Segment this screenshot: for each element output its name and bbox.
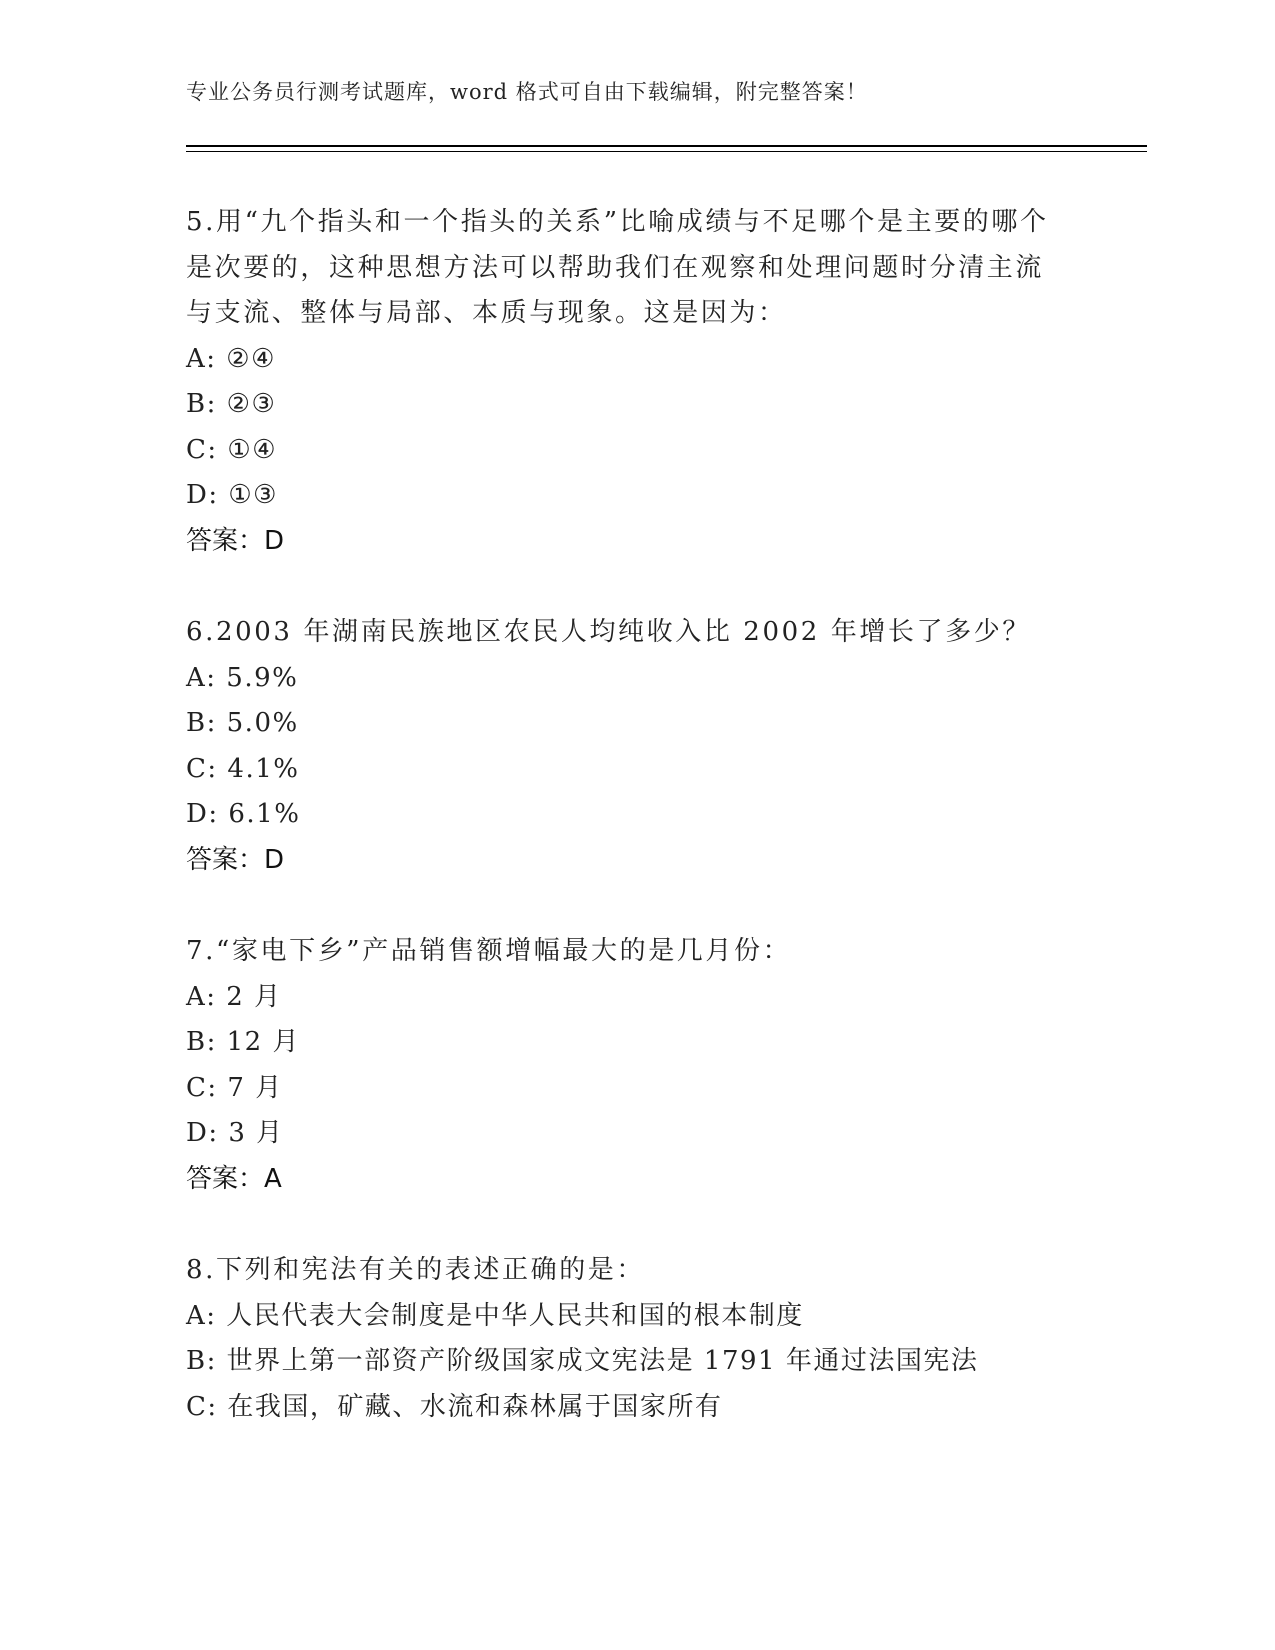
page-header: 专业公务员行测考试题库，word 格式可自由下载编辑，附完整答案！ <box>186 80 868 104</box>
question-list <box>186 200 1086 1476</box>
option-c: C: 在我国，矿藏、水流和森林属于国家所有 <box>186 1391 723 1422</box>
question-stem: 8.下列和宪法有关的表述正确的是： <box>186 1255 646 1285</box>
answer: 答案：A <box>186 1163 282 1194</box>
question-stem: 7.“家电下乡”产品销售额增幅最大的是几月份： <box>186 936 792 966</box>
option-c: C: 4.1% <box>186 753 300 784</box>
option-a: A: 人民代表大会制度是中华人民共和国的根本制度 <box>186 1300 804 1331</box>
answer: 答案：D <box>186 525 285 556</box>
option-d: D: 3 月 <box>186 1118 284 1148</box>
option-d: D: 6.1% <box>186 799 301 829</box>
option-b: B: 12 月 <box>186 1027 300 1057</box>
question-8 <box>186 1248 1086 1430</box>
question-stem: 5.用“九个指头和一个指头的关系”比喻成绩与不足哪个是主要的哪个是次要的，这种思想方法可以帮助我们在观察和处理问题时分清主流与支流、整体与局部、本质与现象。这是因为： <box>186 207 1049 328</box>
option-c: C: ①④ <box>186 434 278 465</box>
option-b: B: 世界上第一部资产阶级国家成文宪法是 1791 年通过法国宪法 <box>186 1346 979 1376</box>
question-stem: 6.2003 年湖南民族地区农民人均纯收入比 2002 年增长了多少？ <box>186 617 1031 647</box>
question-5 <box>186 200 1086 564</box>
option-a: A: ②④ <box>186 343 276 374</box>
option-b: B: 5.0% <box>186 708 299 738</box>
option-c: C: 7 月 <box>186 1072 283 1103</box>
question-7 <box>186 929 1086 1202</box>
option-a: A: 2 月 <box>186 981 282 1012</box>
question-6 <box>186 610 1086 883</box>
header-rule-thin <box>186 151 1147 152</box>
option-d: D: ①③ <box>186 480 278 510</box>
option-b: B: ②③ <box>186 389 277 419</box>
header-rule-thick <box>186 145 1147 147</box>
option-a: A: 5.9% <box>186 662 299 693</box>
answer: 答案：D <box>186 844 285 875</box>
